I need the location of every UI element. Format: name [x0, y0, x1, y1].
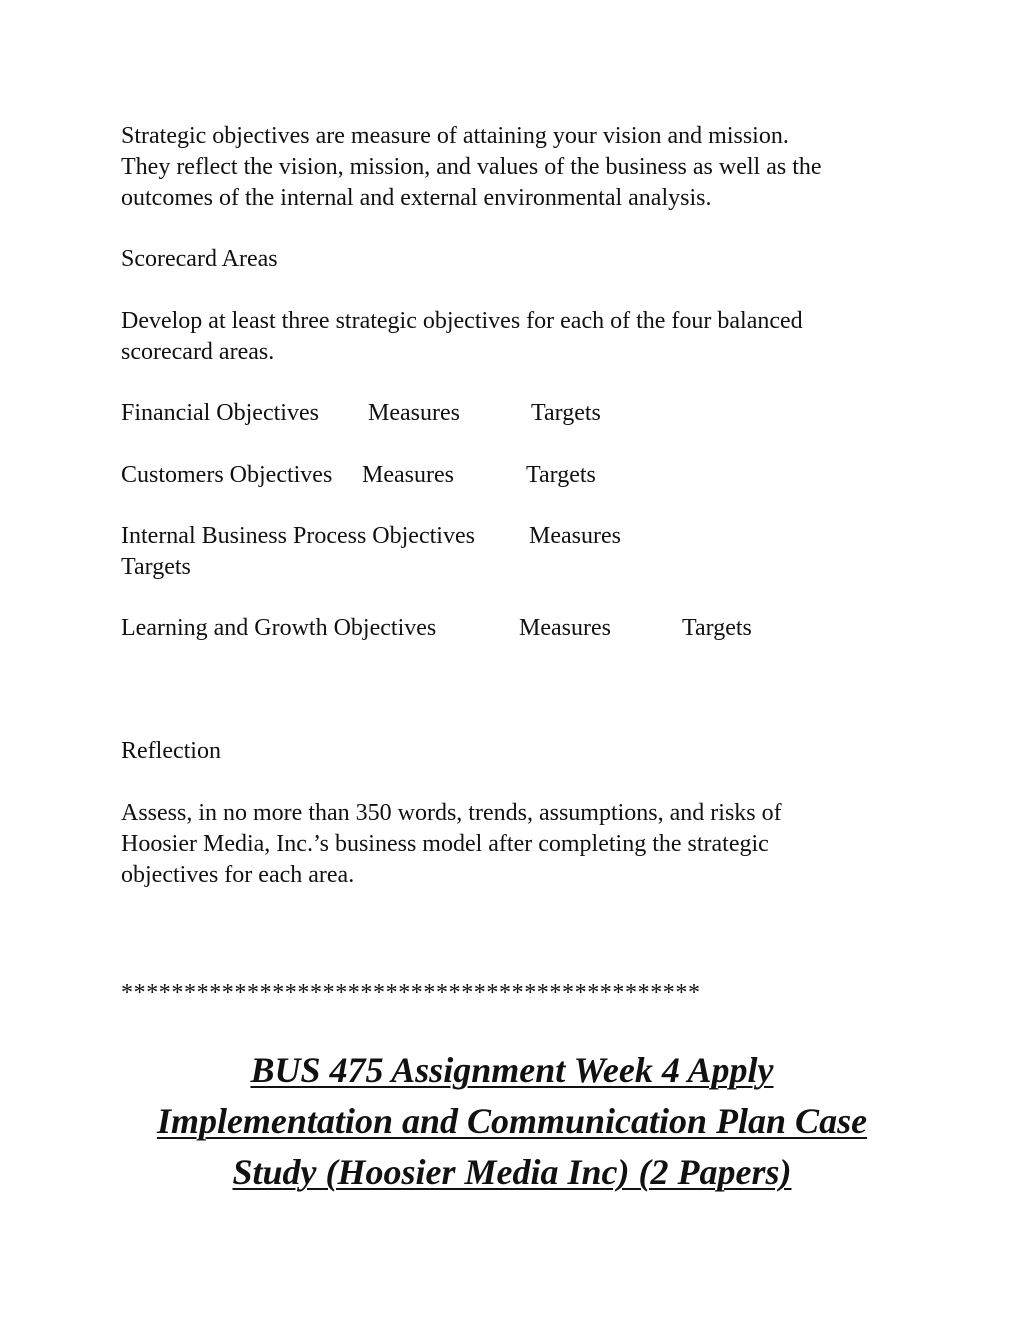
scorecard-heading: Scorecard Areas: [121, 246, 278, 272]
asterisk-separator: **********************************************: [121, 980, 701, 1006]
customers-measures-label: Measures: [362, 462, 454, 488]
assess-text-line-1: Assess, in no more than 350 words, trends, assumptions, and risks of: [121, 800, 782, 826]
financial-measures-label: Measures: [368, 400, 460, 426]
intro-text-line-1: Strategic objectives are measure of attaining your vision and mission.: [121, 123, 789, 149]
intro-text-line-2: They reflect the vision, mission, and values of the business as well as the: [121, 154, 822, 180]
customers-objectives-label: Customers Objectives: [121, 462, 333, 488]
intro-text-line-3: outcomes of the internal and external environmental analysis.: [121, 185, 712, 211]
financial-targets-label: Targets: [531, 400, 601, 426]
learning-measures-label: Measures: [519, 615, 611, 641]
assignment-title-line-1: BUS 475 Assignment Week 4 Apply: [250, 1050, 774, 1090]
internal-objectives-label: Internal Business Process Objectives: [121, 523, 475, 549]
learning-targets-label: Targets: [682, 615, 752, 641]
assess-text-line-3: objectives for each area.: [121, 862, 355, 888]
internal-measures-label: Measures: [529, 523, 621, 549]
assess-text-line-2: Hoosier Media, Inc.’s business model after completing the strategic: [121, 831, 769, 857]
learning-objectives-label: Learning and Growth Objectives: [121, 615, 437, 641]
develop-text-line-1: Develop at least three strategic objectives for each of the four balanced: [121, 308, 803, 334]
financial-objectives-label: Financial Objectives: [121, 400, 319, 426]
reflection-heading: Reflection: [121, 738, 221, 764]
internal-targets-label: Targets: [121, 554, 191, 580]
assignment-title-line-2: Implementation and Communication Plan Case: [156, 1101, 868, 1141]
assignment-title-line-3: Study (Hoosier Media Inc) (2 Papers): [232, 1152, 792, 1192]
develop-text-line-2: scorecard areas.: [121, 339, 275, 365]
customers-targets-label: Targets: [526, 462, 596, 488]
